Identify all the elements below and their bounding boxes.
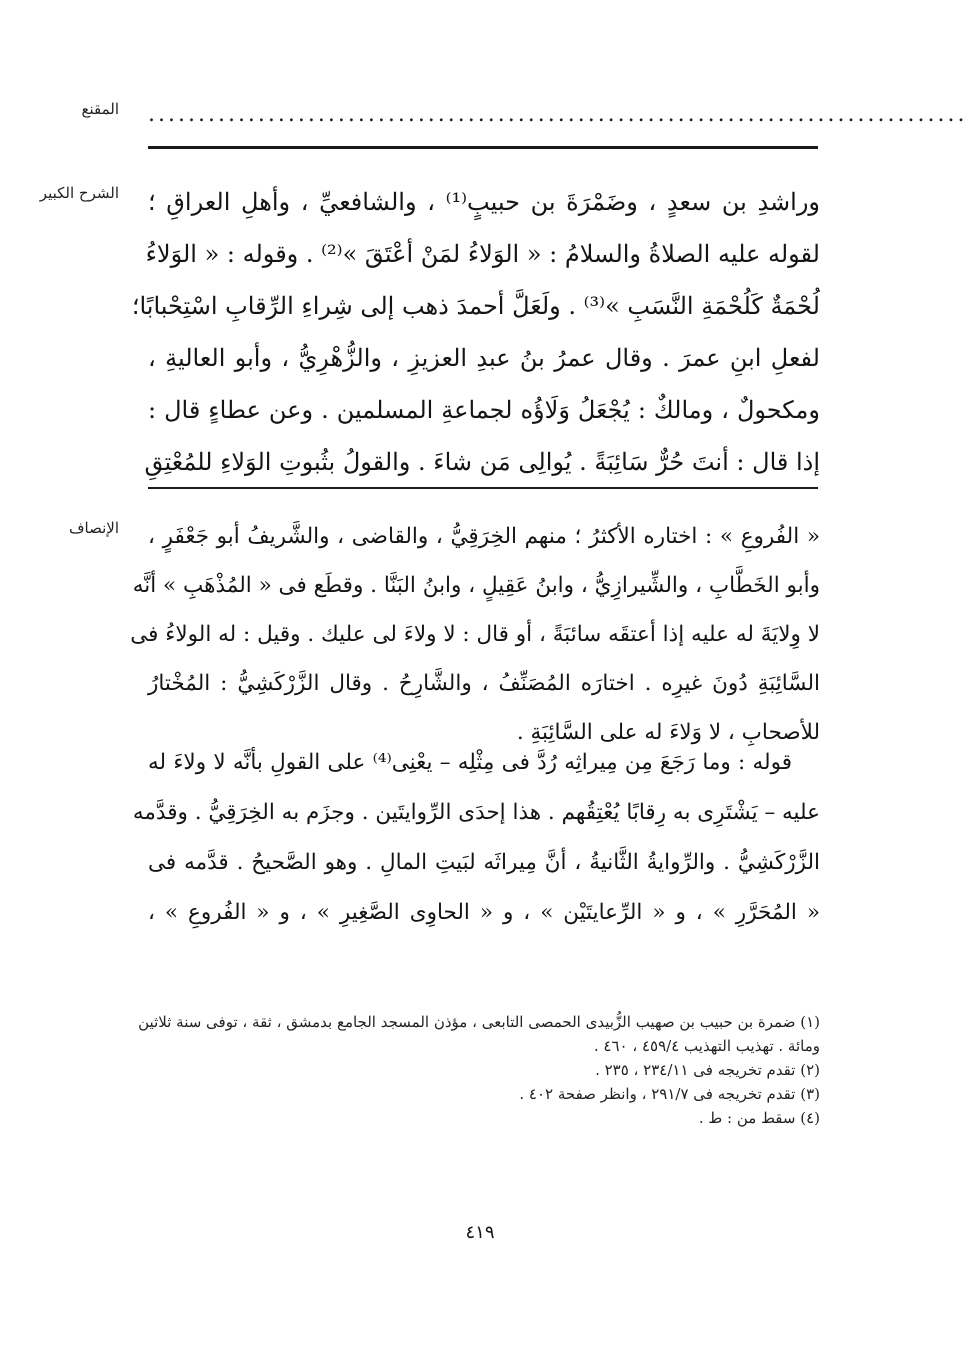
header-dotted-line: .................................................................................. [148,102,967,127]
header-rule [148,146,818,149]
text-line: « المُحَرَّرِ » ، و « الرِّعايتَيْن » ، و « الحاوِى الصَّغِيرِ » ، و « الفُروعِ » ، [148,900,820,925]
text-line: إذا قال : أنتَ حُرٌّ سَائِبَةً . يُوالِى مَن شاءَ . والقولُ بثُبوتِ الوَلاءِ للمُعْتِقِ [144,448,820,476]
text-line: لقوله عليه الصلاةُ والسلامُ : « الوَلاءُ لمَنْ أعْتَقَ »⁽²⁾ . وقوله : « الوَلاءُ [145,240,820,268]
insaf-paragraph-2 [132,738,820,938]
text-line: وراشدِ بن سعدٍ ، وضَمْرَةَ بن حبيبٍ⁽¹⁾ ، والشافعيِّ ، وأهلِ العراقِ ؛ [148,188,820,216]
text-line: الزَّرْكَشِيُّ . والرِّوايةُ الثَّانيةُ ، أنَّ مِيراثَه لبَيتِ المالِ . وهو الصَّحيحُ . قدَّمه فى [148,850,820,875]
section-label-sharh: الشرح الكبير [39,184,119,202]
text-line: عليه – يَشْتَرِى به رِقابًا يُعْتِقُهم . هذا إحدَى الرِّوايتَين . وجزَم به الخِرَقِيُّ . وقدَّمه [132,800,820,825]
text-line: وأبو الخَطَّابِ ، والشِّيرازِيُّ ، وابنُ عَقِيلٍ ، وابنُ البَنَّا . وقطَع فى « المُذْهَبِ » أنَّه [132,573,820,598]
text-line: لفعلِ ابنِ عمرَ . وقال عمرُ بنُ عبدِ العزيزِ ، والزُّهْرِيُّ ، وأبو العاليةِ ، [148,344,820,372]
text-line: السَّائِبَةِ دُونَ غيرِه . اختارَه المُصَنِّفُ ، والشَّارِحُ . وقال الزَّرْكَشِيُّ : المُخْتارُ [148,671,820,696]
section-label-insaf: الإنصاف [68,519,119,537]
text-line: « الفُروعِ » : اختاره الأكثرُ ؛ منهم الخِرَقِيُّ ، والقاضى ، والشَّريفُ أبو جَعْفَرٍ ، [148,524,820,549]
footnote: (٣) تقدم تخريجه فى ٢٩١/٧ ، وانظر صفحة ٤٠٢ . [519,1085,820,1103]
sharh-text [131,176,820,488]
footnote: (٢) تقدم تخريجه فى ٢٣٤/١١ ، ٢٣٥ . [595,1061,820,1079]
footnote: (٤) سقط من : ط . [698,1109,820,1127]
text-line: لا وِلايَةَ له عليه إذا أعتقَه سائبَةً ، أو قال : لا ولاءَ لى عليك . وقيل : له الولاءُ فى [130,622,820,647]
page-number: ٤١٩ [465,1222,495,1243]
footnote-continuation: ومائة . تهذيب التهذيب ٤٥٩/٤ ، ٤٦٠ . [593,1037,820,1055]
running-title: المقنع [81,100,119,118]
text-line: قوله : وما رَجَعَ مِن مِيراثِه رُدَّ فى مِثْلِه – يعْنِى⁽⁴⁾ على القولِ بأنَّه لا ولاءَ له [148,750,792,775]
insaf-paragraph-1 [130,512,820,757]
text-line: للأصحابِ ، لا وَلاءَ له على السَّائِبَةِ . [516,720,820,745]
text-line: لُحْمَةٌ كَلُحْمَةِ النَّسَبِ »⁽³⁾ . ولَعَلَّ أحمدَ ذهب إلى شِراءِ الرِّقابِ اسْتِحْبابًا؛ [131,292,820,320]
footnotes [138,1010,820,1130]
section-divider [148,487,818,489]
text-line: ومكحولٌ ، ومالكٌ : يُجْعَلُ وَلَاؤُه لجماعةِ المسلمين . وعن عطاءٍ قال : [148,396,820,424]
footnote: (١) ضمرة بن حبيب بن صهيب الزُّبيدى الحمصى التابعى ، مؤذن المسجد الجامع بدمشق ، ثقة ، توفى سنة ثلاثين [138,1013,820,1031]
